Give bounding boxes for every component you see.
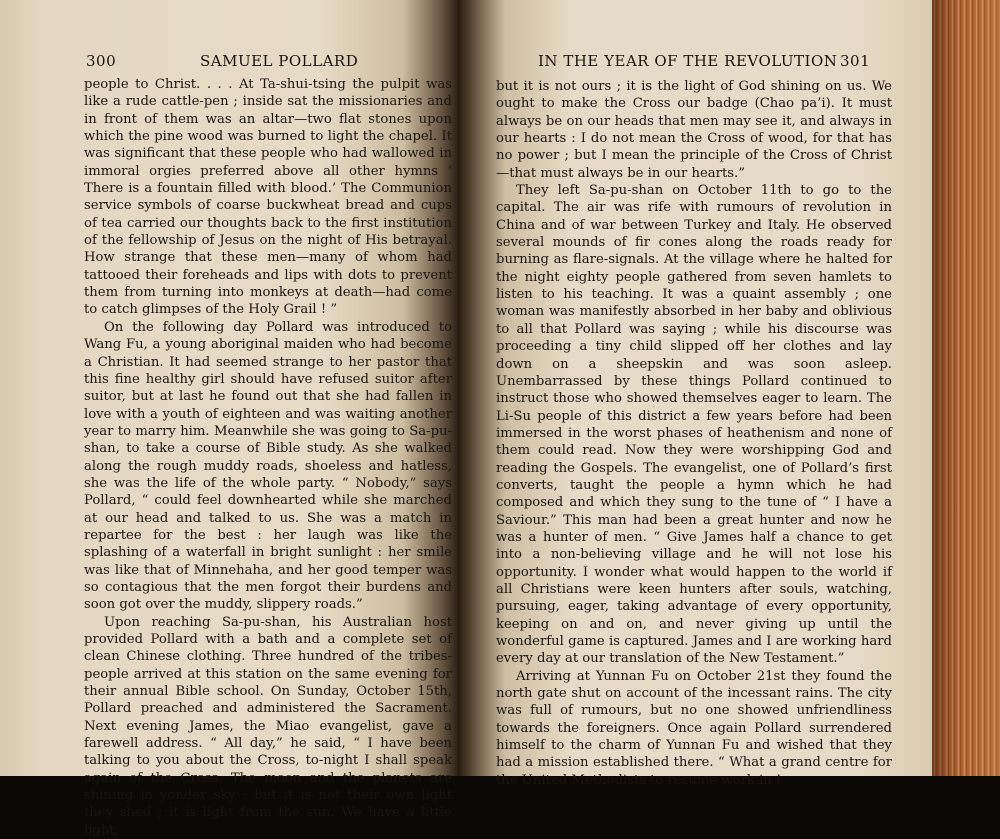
left-paragraph-1: people to Christ. . . . At Ta-shui-tsing the pulpit was like a rude cattle-pen ; inside sat the missionaries and in front of them was an altar—two flat stones upon which the pine wood was burned to light the chapel. It was significant that these people who had wallowed in immoral orgies preferred above all other hymns ‘ There is a fountain filled with blood.’ The Communion service symbols of coarse buckwheat bread and cups of tea carried our thoughts back to the first institution of the fellowship of Jesus on the night of His betrayal. How strange that these men—many of whom had tattooed their foreheads and lips with dots to prevent them from turning into monkeys at death—had come to catch glimpses of the Holy Grail ! ” xyxy=(84,77,452,318)
left-page-body xyxy=(84,76,452,839)
left-running-head: SAMUEL POLLARD xyxy=(200,52,359,70)
right-page xyxy=(458,0,932,788)
right-running-head: IN THE YEAR OF THE REVOLUTION xyxy=(538,52,838,70)
right-page-number: 301 xyxy=(840,52,871,70)
right-paragraph-3: Arriving at Yunnan Fu on October 21st they found the north gate shut on account of the incessant rains. The city was full of rumours, but no one showed unfriendliness towards the foreigners. Once again Pollard surrendered himself to the charm of Yunnan Fu and wished that they had a mission established there. “ What a grand centre for the United Methodists to resume work in ! xyxy=(496,668,892,788)
left-page xyxy=(0,0,458,838)
left-paragraph-3: Upon reaching Sa-pu-shan, his Australian host provided Pollard with a bath and a complete set of clean Chinese clothing. Three hundred of the tribes-people arrived at this station on the same evening for their annual Bible school. On Sunday, October 15th, Pollard preached and administered the Sacrament. Next evening James, the Miao evangelist, gave a farewell address. “ All day,” he said, “ I have been talking to you about the Cross, to-night I shall speak again of the Cross. The moon and the planets are shining in yonder sky ; but it is not their own light they shed ; it is light from the sun. We have a little light, xyxy=(84,614,452,838)
right-paragraph-1: but it is not ours ; it is the light of God shining on us. We ought to make the Cross our badge (Chao pa’i). It must always be on our heads that men may see it, and always in our hearts : I do not mean the Cross of wood, for that has no power ; but I mean the principle of the Cross of Christ—that must always be in our hearts.” xyxy=(496,79,892,181)
right-paragraph-2: They left Sa-pu-shan on October 11th to go to the capital. The air was rife with rumours of revolution in China and of war between Turkey and Italy. He observed several mounds of fir cones along the roads ready for burning as flare-signals. At the village where he halted for the night eighty people gathered from seven hamlets to listen to his teaching. It was a quaint assembly ; one woman was manifestly absorbed in her baby and oblivious to all that Pollard was saying ; while his discourse was proceeding a tiny child slipped off her clothes and lay down on a sheepskin and was soon asleep. Unembarrassed by these things Pollard continued to instruct those who showed themselves eager to learn. The Li-Su people of this district a few years before had been immersed in the worst phases of heathenism and none of them could read. Now they were worshipping God and reading the Gospels. The evangelist, one of Pollard’s first converts, taught the people a hymn which he had composed and which they sung to the tune of “ I have a Saviour.” This man had been a great hunter and now he was a hunter of men. “ Give James half a chance to get into a non-believing village and he will not lose his opportunity. I wonder what would happen to the world if all Christians were keen hunters after souls, watching, pursuing, eager, taking advantage of every opportunity, keeping on and on, and never giving up until the wonderful game is captured. James and I are working hard every day at our translation of the New Testament.” xyxy=(496,183,892,667)
right-page-body xyxy=(496,78,892,789)
page-edges-shade xyxy=(932,0,1000,776)
left-paragraph-2: On the following day Pollard was introduced to Wang Fu, a young aboriginal maiden who had become a Christian. It had seemed strange to her pastor that this fine healthy girl should have refused suitor after suitor, but at last he found out that she had fallen in love with a youth of eighteen and was waiting another year to marry him. Meanwhile she was going to Sa-pu-shan, to take a course of Bible study. As she walked along the rough muddy roads, shoeless and hatless, she was the life of the whole party. “ Nobody,” says Pollard, “ could feel downhearted while she marched at our head and talked to us. She was a match in repartee for the best : her laugh was like the splashing of a waterfall in bright sunlight : her smile was like that of Minnehaha, and her good temper was so contagious that the men forgot their burdens and soon got over the muddy, slippery roads.” xyxy=(84,319,452,613)
left-page-number: 300 xyxy=(86,52,117,70)
